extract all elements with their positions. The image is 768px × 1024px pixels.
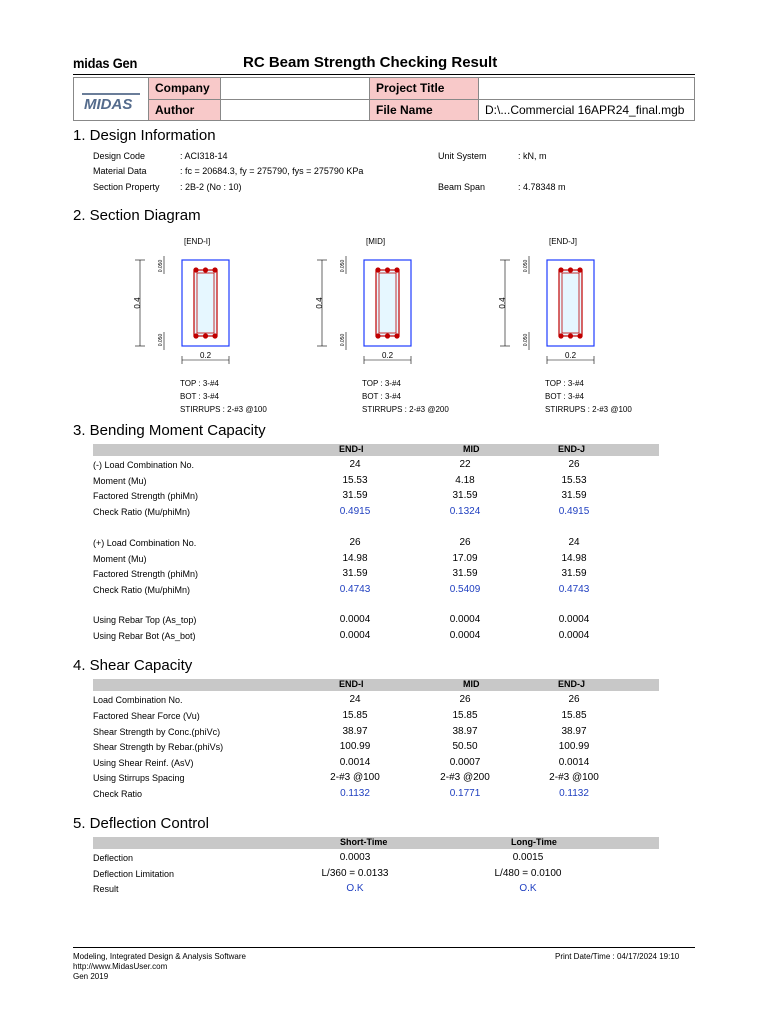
beam-span-value: : 4.78348 m [518, 182, 566, 192]
footer-version: Gen 2019 [73, 972, 109, 981]
stirrup-outline [376, 270, 399, 336]
shear-cell: 0.1771 [449, 788, 481, 799]
bending-row-label: Moment (Mu) [93, 554, 147, 564]
deflection-heading: 5. Deflection Control [73, 815, 209, 832]
bottom-rebar [375, 333, 380, 338]
bending-cell: 24 [349, 459, 361, 470]
unit-system-label: Unit System [438, 151, 487, 161]
bending-col-end-i: END-I [339, 444, 364, 454]
deflection-cell: L/360 = 0.0133 [321, 868, 389, 879]
mid-bot-rebar: BOT : 3-#4 [362, 392, 401, 401]
bottom-rebar [193, 333, 198, 338]
end-i-top-rebar: TOP : 3-#4 [180, 379, 219, 388]
bending-cell: 24 [568, 537, 580, 548]
bending-row-label: (+) Load Combination No. [93, 538, 197, 548]
top-rebar [558, 267, 563, 272]
top-rebar [212, 267, 217, 272]
shear-cell: 2-#3 @100 [330, 772, 380, 783]
shear-cell: 15.85 [561, 710, 587, 721]
company-label: Company [149, 78, 221, 100]
project-title-value [479, 78, 695, 100]
shear-cell: 26 [459, 694, 471, 705]
shear-col-end-j: END-J [558, 679, 586, 689]
design-info-heading: 1. Design Information [73, 127, 216, 144]
bending-cell: 31.59 [452, 568, 478, 579]
shear-cell: 38.97 [561, 726, 587, 737]
section-diagram-heading: 2. Section Diagram [73, 207, 201, 224]
shear-heading: 4. Shear Capacity [73, 657, 193, 674]
file-name-label: File Name [370, 99, 479, 121]
top-rebar [568, 267, 573, 272]
bending-cell: 0.5409 [449, 584, 481, 595]
shear-cell: 15.85 [452, 710, 478, 721]
stirrup-outline [559, 270, 582, 336]
deflection-row-label: Deflection [93, 853, 134, 863]
shear-cell: 38.97 [452, 726, 478, 737]
cover-label-bottom: 0.050 [523, 333, 529, 347]
width-label: 0.2 [564, 351, 577, 360]
bending-cell: 0.0004 [449, 630, 481, 641]
shear-row-label: Factored Shear Force (Vu) [93, 711, 200, 721]
bending-row-label: Using Rebar Top (As_top) [93, 615, 197, 625]
design-code-label: Design Code [93, 151, 146, 161]
shear-cell: 24 [349, 694, 361, 705]
shear-table-header [93, 679, 659, 691]
deflection-col-short: Short-Time [340, 837, 388, 847]
shear-cell: 100.99 [339, 741, 371, 752]
title-divider [73, 74, 695, 75]
bending-cell: 17.09 [452, 553, 478, 564]
author-value [221, 99, 370, 121]
bending-cell: 31.59 [452, 490, 478, 501]
shear-cell: 38.97 [342, 726, 368, 737]
shear-row-label: Using Stirrups Spacing [93, 773, 185, 783]
cover-label-top: 0.050 [523, 259, 529, 273]
top-rebar [375, 267, 380, 272]
design-code-value: : ACI318-14 [180, 151, 228, 161]
deflection-cell: L/480 = 0.0100 [494, 868, 562, 879]
bending-cell: 14.98 [561, 553, 587, 564]
shear-row-label: Shear Strength by Rebar.(phiVs) [93, 742, 224, 752]
top-rebar [577, 267, 582, 272]
svg-text:MIDAS: MIDAS [84, 96, 133, 113]
shear-row-label: Shear Strength by Conc.(phiVc) [93, 727, 221, 737]
bending-cell: 15.53 [561, 475, 587, 486]
deflection-table-header [93, 837, 659, 849]
bottom-rebar [212, 333, 217, 338]
midas-logo [74, 78, 149, 121]
mid-stirrups: STIRRUPS : 2-#3 @200 [362, 405, 449, 414]
section-diagrams [120, 232, 680, 372]
bending-row-label: Factored Strength (phiMn) [93, 491, 199, 501]
bending-cell: 14.98 [342, 553, 368, 564]
brand-label: midas Gen [73, 55, 138, 71]
end-i-rebar-info [180, 377, 267, 416]
footer-info [73, 952, 246, 982]
top-rebar [394, 267, 399, 272]
deflection-cell: O.K [519, 883, 537, 894]
bending-cell: 31.59 [561, 490, 587, 501]
deflection-row-label: Deflection Limitation [93, 869, 175, 879]
shear-cell: 0.1132 [559, 788, 589, 799]
bending-cell: 26 [568, 459, 580, 470]
top-rebar [203, 267, 208, 272]
bending-cell: 0.1324 [449, 506, 481, 517]
unit-system-value: : kN, m [518, 151, 547, 161]
bending-cell: 0.0004 [339, 614, 371, 625]
shear-cell: 26 [568, 694, 580, 705]
section-property-value: : 2B-2 (No : 10) [180, 182, 242, 192]
print-date-time: Print Date/Time : 04/17/2024 19:10 [555, 952, 680, 961]
height-label: 0.4 [315, 297, 324, 309]
bending-cell: 0.4743 [558, 584, 590, 595]
mid-rebar-info [362, 377, 449, 416]
bending-row-label: Using Rebar Bot (As_bot) [93, 631, 196, 641]
bending-cell: 31.59 [561, 568, 587, 579]
end-j-top-rebar: TOP : 3-#4 [545, 379, 584, 388]
deflection-cell: 0.0003 [339, 852, 371, 863]
bending-row-label: (-) Load Combination No. [93, 460, 195, 470]
bending-cell: 15.53 [342, 475, 368, 486]
bending-cell: 0.0004 [558, 630, 590, 641]
bending-heading: 3. Bending Moment Capacity [73, 422, 266, 439]
shear-cell: 0.0014 [558, 757, 590, 768]
cover-label-bottom: 0.050 [340, 333, 346, 347]
stirrup-outline [194, 270, 217, 336]
bending-table-header [93, 444, 659, 456]
bottom-rebar [203, 333, 208, 338]
bending-cell: 26 [459, 537, 471, 548]
bending-row-label: Factored Strength (phiMn) [93, 569, 199, 579]
deflection-cell: 0.0015 [512, 852, 544, 863]
top-rebar [385, 267, 390, 272]
end-j-rebar-info [545, 377, 632, 416]
deflection-row-label: Result [93, 884, 119, 894]
file-name-value: D:\...Commercial 16APR24_final.mgb [479, 99, 695, 121]
bottom-rebar [568, 333, 573, 338]
shear-cell: 2-#3 @200 [440, 772, 490, 783]
shear-row-label: Check Ratio [93, 789, 143, 799]
end-i-bot-rebar: BOT : 3-#4 [180, 392, 219, 401]
section-property-label: Section Property [93, 182, 160, 192]
deflection-col-long: Long-Time [511, 837, 557, 847]
bending-cell: 22 [459, 459, 471, 470]
company-value [221, 78, 370, 100]
cover-label-bottom: 0.050 [158, 333, 164, 347]
shear-cell: 0.1132 [340, 788, 370, 799]
section-tag: [END-I] [184, 237, 211, 246]
width-label: 0.2 [381, 351, 394, 360]
author-label: Author [149, 99, 221, 121]
bending-row-label: Moment (Mu) [93, 476, 147, 486]
shear-cell: 0.0014 [339, 757, 371, 768]
footer-software: Modeling, Integrated Design & Analysis Software [73, 952, 246, 961]
end-i-stirrups: STIRRUPS : 2-#3 @100 [180, 405, 267, 414]
shear-cell: 15.85 [342, 710, 368, 721]
bending-cell: 0.0004 [449, 614, 481, 625]
shear-cell: 2-#3 @100 [549, 772, 599, 783]
bending-row-label: Check Ratio (Mu/phiMn) [93, 585, 191, 595]
deflection-cell: O.K [346, 883, 364, 894]
page-title: RC Beam Strength Checking Result [243, 54, 498, 71]
section-tag: [MID] [366, 237, 386, 246]
material-data-value: : fc = 20684.3, fy = 275790, fys = 275790 KPa [180, 166, 364, 176]
bending-cell: 31.59 [342, 490, 368, 501]
shear-cell: 100.99 [558, 741, 590, 752]
beam-span-label: Beam Span [438, 182, 486, 192]
cover-label-top: 0.050 [340, 259, 346, 273]
bending-cell: 0.4743 [339, 584, 371, 595]
bottom-rebar [394, 333, 399, 338]
bending-cell: 0.4915 [339, 506, 371, 517]
midas-logo-icon [80, 79, 142, 119]
header-table [73, 77, 695, 121]
bending-col-end-j: END-J [558, 444, 586, 454]
end-j-stirrups: STIRRUPS : 2-#3 @100 [545, 405, 632, 414]
top-rebar [193, 267, 198, 272]
width-label: 0.2 [199, 351, 212, 360]
bending-cell: 0.0004 [339, 630, 371, 641]
footer-divider [73, 947, 695, 948]
bottom-rebar [577, 333, 582, 338]
bottom-rebar [558, 333, 563, 338]
bending-cell: 31.59 [342, 568, 368, 579]
mid-top-rebar: TOP : 3-#4 [362, 379, 401, 388]
footer-url: http://www.MidasUser.com [73, 962, 168, 971]
shear-cell: 0.0007 [449, 757, 481, 768]
bottom-rebar [385, 333, 390, 338]
shear-row-label: Using Shear Reinf. (AsV) [93, 758, 194, 768]
bending-cell: 26 [349, 537, 361, 548]
bending-cell: 0.0004 [558, 614, 590, 625]
bending-col-mid: MID [463, 444, 480, 454]
shear-col-mid: MID [463, 679, 480, 689]
bending-row-label: Check Ratio (Mu/phiMn) [93, 507, 191, 517]
cover-label-top: 0.050 [158, 259, 164, 273]
bending-cell: 0.4915 [558, 506, 590, 517]
height-label: 0.4 [498, 297, 507, 309]
project-title-label: Project Title [370, 78, 479, 100]
height-label: 0.4 [133, 297, 142, 309]
end-j-bot-rebar: BOT : 3-#4 [545, 392, 584, 401]
section-tag: [END-J] [549, 237, 577, 246]
shear-row-label: Load Combination No. [93, 695, 183, 705]
shear-cell: 50.50 [452, 741, 478, 752]
bending-cell: 4.18 [455, 475, 475, 486]
material-data-label: Material Data [93, 166, 147, 176]
shear-col-end-i: END-I [339, 679, 364, 689]
